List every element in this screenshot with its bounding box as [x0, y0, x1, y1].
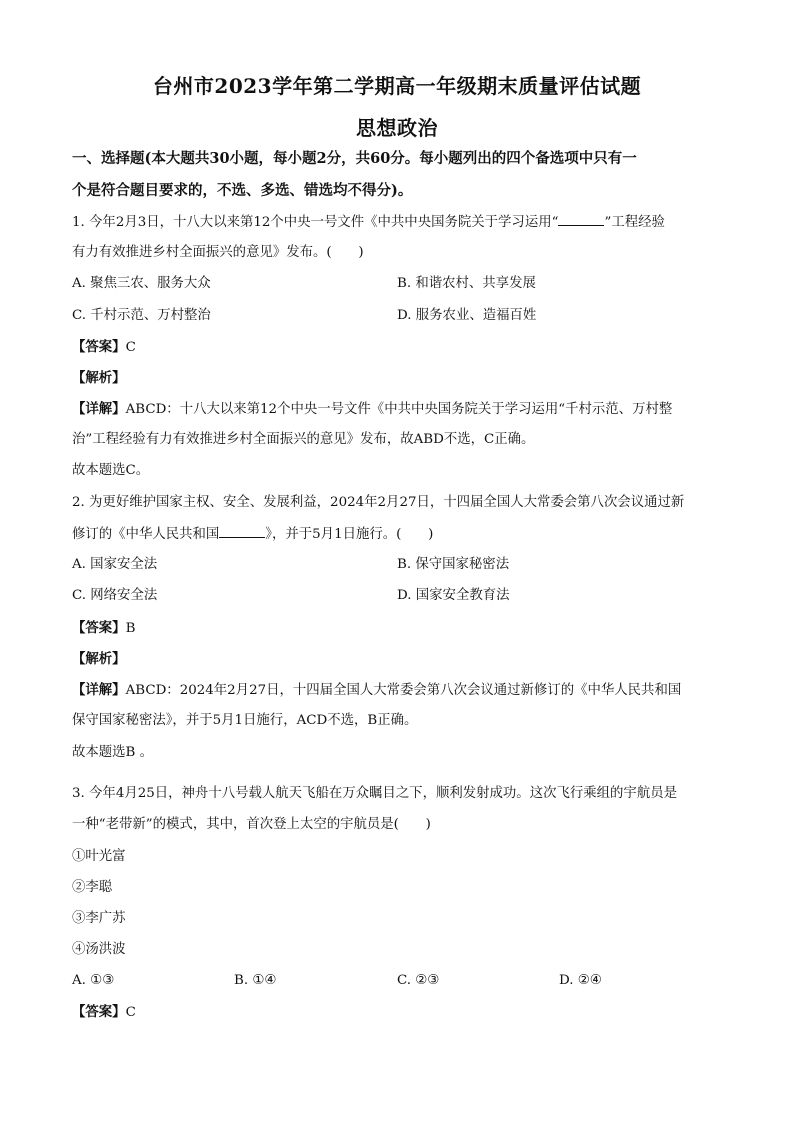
analysis-label: 【解析】	[72, 370, 126, 386]
q3-answer	[72, 1003, 722, 1022]
q1-stem-line-2: 有力有效推进乡村全面振兴的意见》发布。( )	[72, 245, 364, 260]
q1-detail-line-1	[72, 400, 722, 419]
q1-analysis	[72, 369, 722, 388]
subject-title: 思想政治	[356, 116, 438, 140]
q2-detail-text-1: ABCD：2024年2月27日，十四届全国人大常委会第八次会议通过新修订的《中华人民共和国	[125, 683, 682, 698]
analysis-label: 【解析】	[72, 651, 126, 667]
q2-stem-part-c: 》，并于5月1日施行。( )	[265, 527, 434, 542]
section-instruction-line-2: 个是符合题目要求的，不选、多选、错选均不得分)。	[72, 182, 413, 199]
q1-fill-blank	[558, 213, 604, 226]
q2-analysis	[72, 650, 722, 669]
q2-fill-blank	[219, 525, 265, 538]
page-title: 台州市2023学年第二学期高一年级期末质量评估试题	[152, 74, 642, 98]
q3-item-2: ②李聪	[72, 880, 113, 895]
q3-option-b: B. ①④	[234, 973, 277, 988]
q3-option-d: D. ②④	[559, 973, 602, 988]
q1-detail-text-1: ABCD：十八大以来第12个中央一号文件《中共中央国务院关于学习运用“千村示范、万村整	[125, 402, 673, 417]
q3-option-a: A. ①③	[72, 973, 115, 988]
q1-conclusion: 故本题选C。	[72, 463, 150, 478]
q2-stem-part-b: 修订的《中华人民共和国	[72, 527, 220, 542]
q3-item-1: ①叶光富	[72, 849, 126, 864]
q3-item-4: ④汤洪波	[72, 942, 126, 957]
q3-stem-line-1: 3. 今年4月25日，神舟十八号载人航天飞船在万众瞩目之下，顺利发射成功。这次飞行乘组的宇航员是	[72, 786, 677, 801]
q1-option-d: D. 服务农业、造福百姓	[397, 308, 537, 323]
q2-detail-line-1	[72, 681, 722, 700]
section-instruction-line-1: 一、选择题(本大题共30小题，每小题2分，共60分。每小题列出的四个备选项中只有一	[72, 150, 637, 167]
detail-label: 【详解】	[72, 401, 126, 417]
q2-option-b: B. 保守国家秘密法	[397, 557, 510, 572]
answer-label: 【答案】	[72, 1004, 126, 1020]
q1-stem-part-a: 1. 今年2月3日，十八大以来第12个中央一号文件《中共中央国务院关于学习运用“	[72, 215, 559, 230]
q1-option-c: C. 千村示范、万村整治	[72, 308, 211, 323]
q2-answer	[72, 619, 722, 638]
q1-option-b: B. 和谐农村、共享发展	[397, 276, 536, 291]
q3-answer-value: C	[125, 1005, 136, 1020]
q1-answer-value: C	[125, 340, 136, 355]
q2-option-d: D. 国家安全教育法	[397, 588, 510, 603]
q2-stem-line-1: 2. 为更好维护国家主权、安全、发展利益，2024年2月27日，十四届全国人大常委会第八次会议通过新	[72, 495, 685, 510]
q2-option-c: C. 网络安全法	[72, 588, 158, 603]
q2-conclusion: 故本题选B 。	[72, 745, 154, 760]
detail-label: 【详解】	[72, 682, 126, 698]
q2-detail-line-2: 保守国家秘密法》，并于5月1日施行，ACD不选，B正确。	[72, 713, 418, 728]
q1-answer	[72, 338, 722, 357]
answer-label: 【答案】	[72, 339, 126, 355]
q2-option-a: A. 国家安全法	[72, 557, 158, 572]
q1-stem-part-b: ”工程经验	[604, 215, 665, 230]
q3-option-c: C. ②③	[397, 973, 440, 988]
q2-answer-value: B	[125, 621, 136, 636]
q3-stem-line-2: 一种“老带新”的模式，其中，首次登上太空的宇航员是( )	[72, 817, 431, 832]
q2-stem-line-2	[72, 525, 722, 544]
q1-detail-line-2: 治”工程经验有力有效推进乡村全面振兴的意见》发布，故ABD不选，C正确。	[72, 432, 535, 447]
answer-label: 【答案】	[72, 620, 126, 636]
q1-option-a: A. 聚焦三农、服务大众	[72, 276, 211, 291]
q1-stem-line-1	[72, 213, 722, 232]
q3-item-3: ③李广苏	[72, 911, 126, 926]
